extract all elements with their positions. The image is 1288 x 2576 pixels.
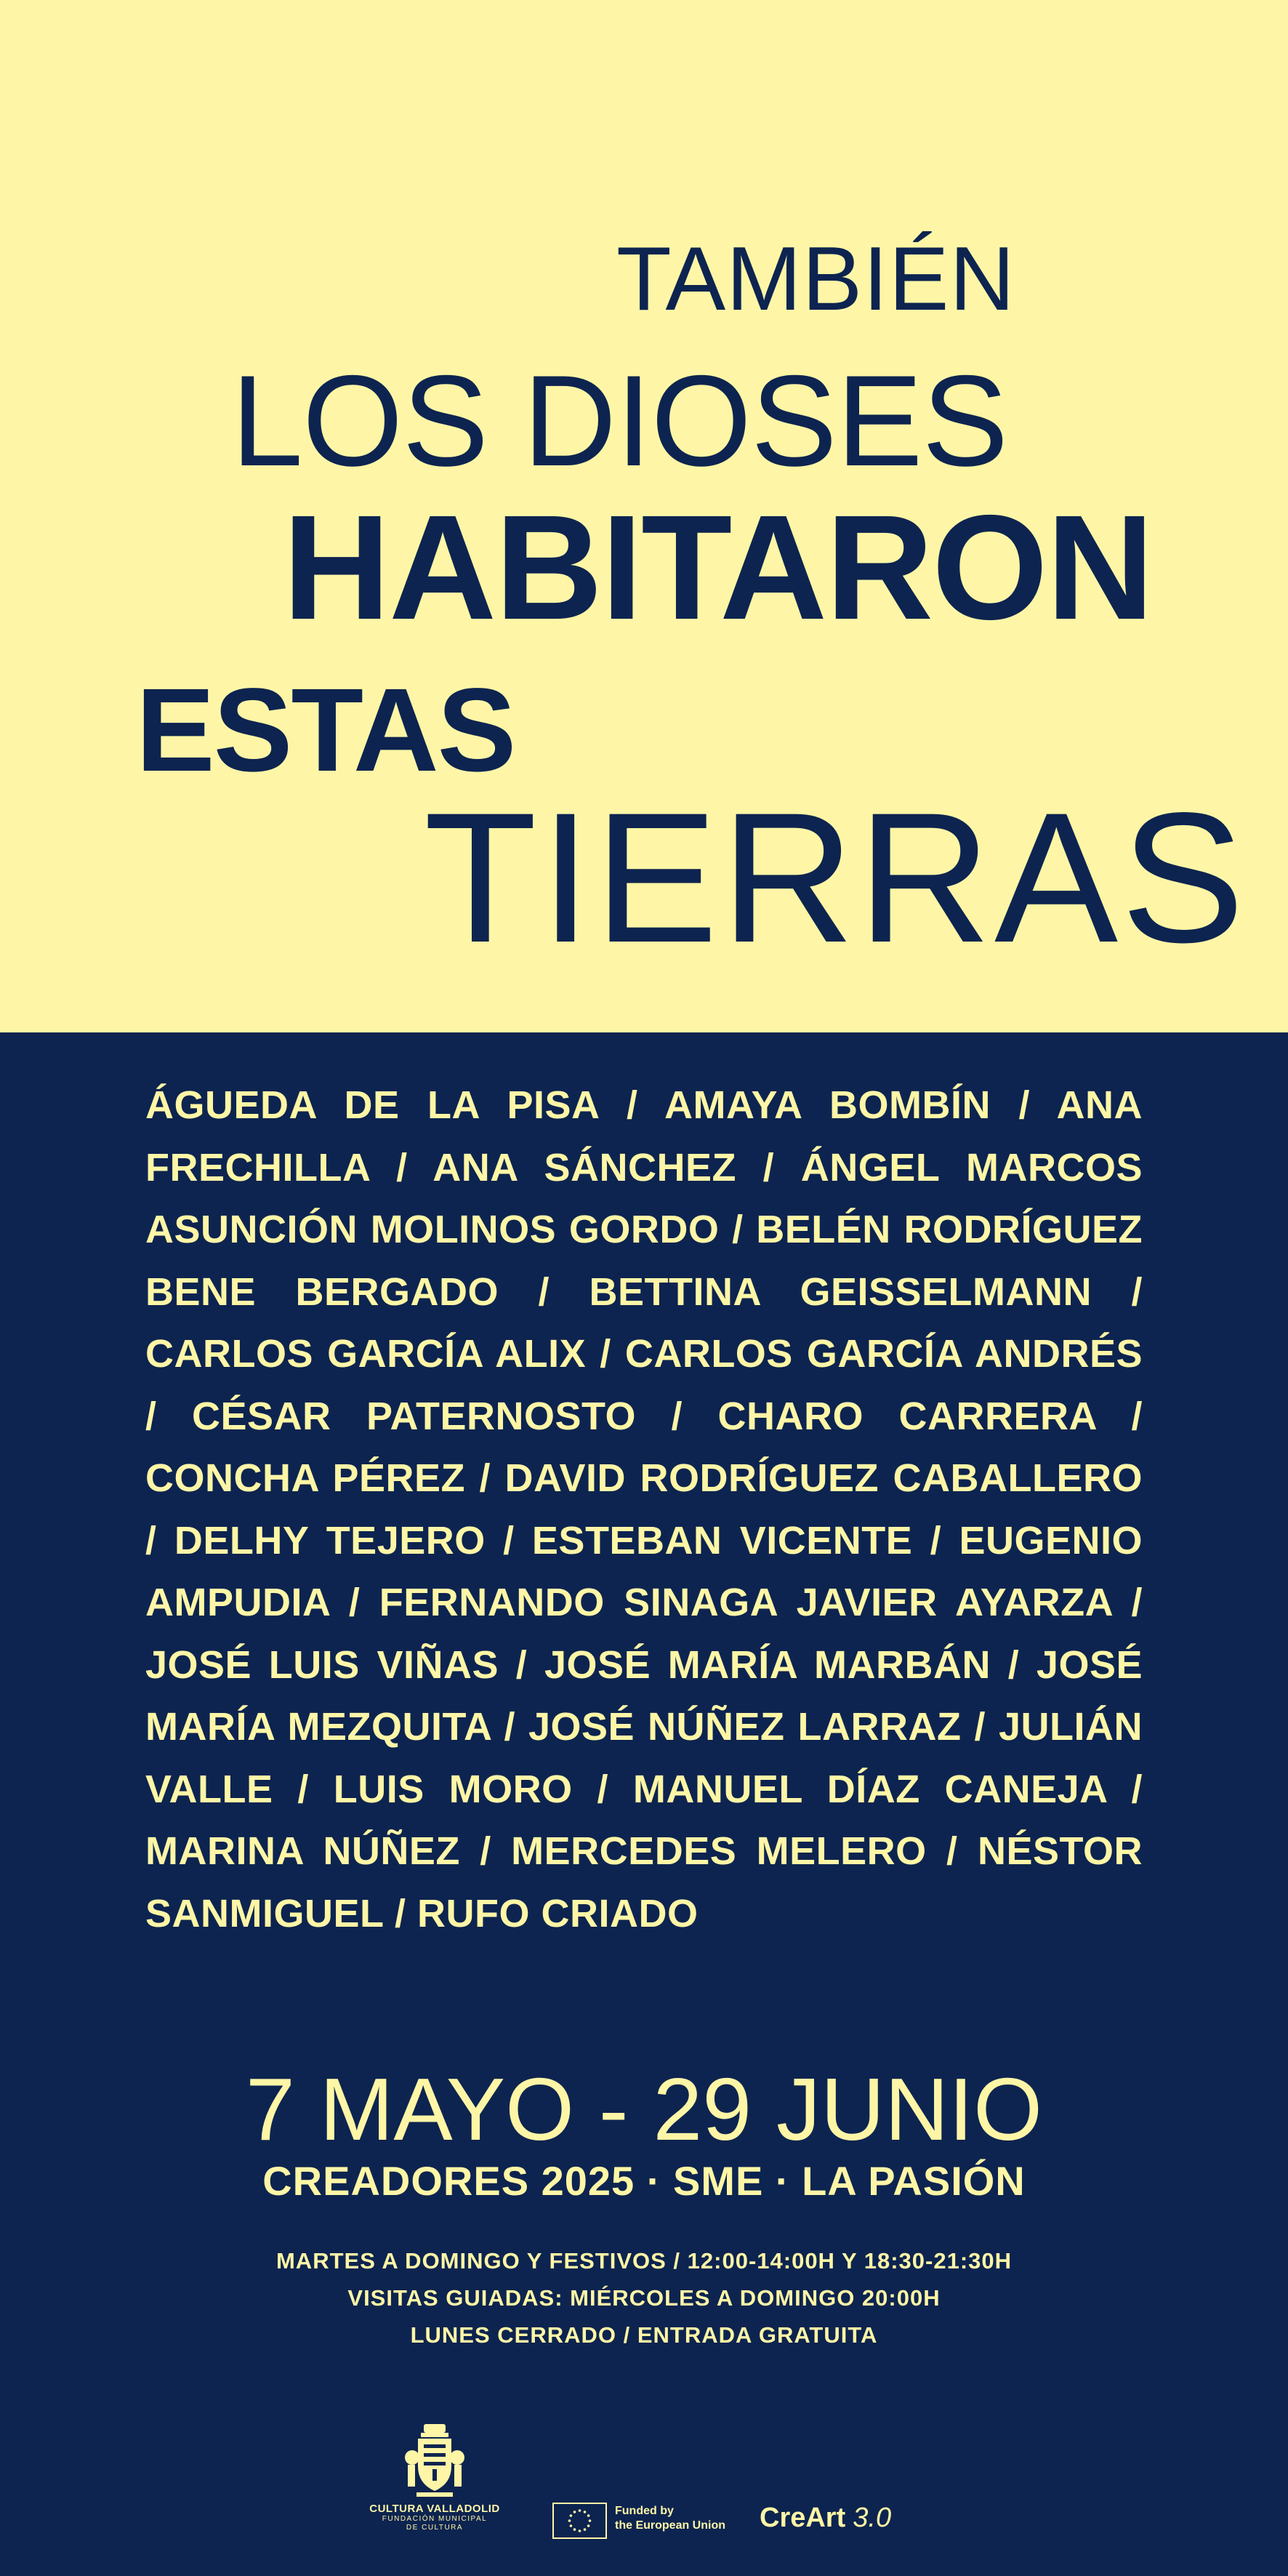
closed-free-entry-line: LUNES CERRADO / ENTRADA GRATUITA — [410, 2322, 878, 2348]
eu-funding-text — [615, 2504, 725, 2533]
title-block — [0, 0, 1288, 1032]
cultura-valladolid-logo — [369, 2421, 500, 2545]
eu-funding-logo — [552, 2500, 741, 2543]
opening-hours — [0, 2242, 1288, 2354]
eu-flag-icon — [552, 2503, 607, 2539]
creart-version: 3.0 — [853, 2503, 892, 2533]
title-line-tierras: TIERRAS — [424, 774, 1248, 982]
title-line-estas: ESTAS — [136, 663, 515, 796]
exhibition-dates: 7 MAYO - 29 JUNIO — [246, 2060, 1042, 2159]
coat-of-arms-icon — [402, 2421, 467, 2500]
creart-name: CreArt — [760, 2503, 846, 2533]
exhibition-subtitle: CREADORES 2025 · SME · LA PASIÓN — [262, 2158, 1026, 2204]
title-line-los-dioses: LOS DIOSES — [231, 348, 1008, 493]
cultura-name: CULTURA VALLADOLID — [369, 2503, 500, 2515]
cultura-subtitle-2: DE CULTURA — [406, 2524, 464, 2532]
guided-visits-line: VISITAS GUIADAS: MIÉRCOLES A DOMINGO 20:00H — [347, 2285, 941, 2311]
creart-logo — [760, 2503, 891, 2534]
eu-text-line-2: the European Union — [615, 2519, 725, 2532]
title-line-tambien: TAMBIÉN — [616, 229, 1015, 329]
title-line-habitaron: HABITARON — [283, 484, 1153, 651]
details-block — [0, 1032, 1288, 2576]
cultura-subtitle-1: FUNDACIÓN MUNICIPAL — [382, 2515, 488, 2523]
eu-text-line-1: Funded by — [615, 2505, 674, 2517]
hours-line: MARTES A DOMINGO Y FESTIVOS / 12:00-14:00H Y 18:30-21:30H — [275, 2248, 1013, 2274]
artists-list: ÁGUEDA DE LA PISA / AMAYA BOMBÍN / ANA FRECHILLA / ANA SÁNCHEZ / ÁNGEL MARCOS ASUNCIÓN MOLINOS GORDO / BELÉN RODRÍGUEZ BENE BERGADO / BETTINA GEISSELMANN / CARLOS GARCÍA ALIX / CARLOS GARCÍA ANDRÉS / CÉSAR PATERNOSTO / CHARO CARRERA / CONCHA PÉREZ / DAVID RODRÍGUEZ CABALLERO / DELHY TEJERO / ESTEBAN VICENTE / EUGENIO AMPUDIA / FERNANDO SINAGA JAVIER AYARZA / JOSÉ LUIS VIÑAS / JOSÉ MARÍA MARBÁN / JOSÉ MARÍA MEZQUITA / JOSÉ NÚÑEZ LARRAZ / JULIÁN VALLE / LUIS MORO / MANUEL DÍAZ CANEJA / MARINA NÚÑEZ / MERCEDES MELERO / NÉSTOR SANMIGUEL / RUFO CRIADO — [145, 1083, 1143, 1935]
